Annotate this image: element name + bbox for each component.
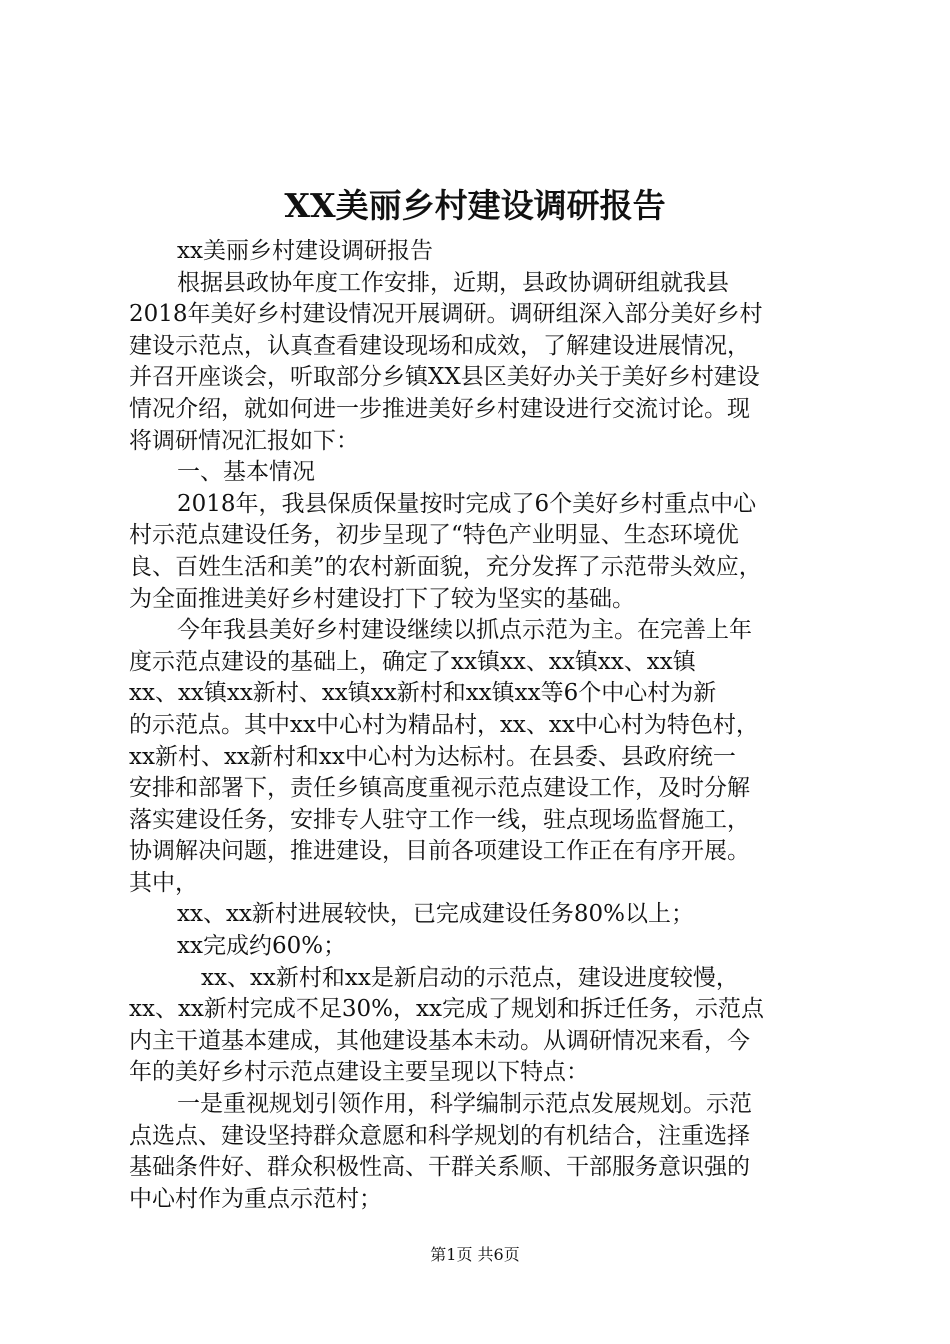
page-footer: 第1页 共6页 <box>430 1245 520 1264</box>
text-line: 中心村作为重点示范村； <box>129 1185 382 1212</box>
document-title: XX美丽乡村建设调研报告 <box>284 186 666 225</box>
text-line: 协调解决问题，推进建设，目前各项建设工作正在有序开展。 <box>129 838 750 865</box>
section-heading: 一、基本情况 <box>177 459 315 486</box>
text-line: 今年我县美好乡村建设继续以抓点示范为主。在完善上年 <box>177 617 752 644</box>
text-line: 2018年美好乡村建设情况开展调研。调研组深入部分美好乡村 <box>129 301 763 328</box>
text-line: xx、xx新村完成不足30%，xx完成了规划和拆迁任务，示范点 <box>129 996 764 1023</box>
document-body <box>129 236 829 1215</box>
text-line: 基础条件好、群众积极性高、干群关系顺、干部服务意识强的 <box>129 1154 750 1181</box>
text-line: 村示范点建设任务，初步呈现了“特色产业明显、生态环境优 <box>129 522 739 549</box>
text-line: 一是重视规划引领作用，科学编制示范点发展规划。示范 <box>177 1091 752 1118</box>
text-line: 2018年，我县保质保量按时完成了6个美好乡村重点中心 <box>177 490 757 517</box>
text-line: 良、百姓生活和美”的农村新面貌，充分发挥了示范带头效应， <box>129 553 762 580</box>
text-line: 情况介绍，就如何进一步推进美好乡村建设进行交流讨论。现 <box>129 395 750 422</box>
text-line: xx、xx新村进展较快，已完成建设任务80%以上； <box>177 901 695 928</box>
text-line: 并召开座谈会，听取部分乡镇XX县区美好办关于美好乡村建设 <box>129 364 760 391</box>
text-line: 建设示范点，认真查看建设现场和成效，了解建设进展情况， <box>129 332 750 359</box>
text-line: xx、xx镇xx新村、xx镇xx新村和xx镇xx等6个中心村为新 <box>129 680 717 707</box>
text-line: 年的美好乡村示范点建设主要呈现以下特点： <box>129 1059 589 1086</box>
text-line: 度示范点建设的基础上，确定了xx镇xx、xx镇xx、xx镇 <box>129 648 696 675</box>
text-line: 其中， <box>129 869 198 896</box>
text-line: 根据县政协年度工作安排，近期，县政协调研组就我县 <box>177 269 729 296</box>
text-line: 将调研情况汇报如下： <box>129 427 359 454</box>
text-line: xx完成约60%； <box>177 933 347 960</box>
text-line: 内主干道基本建成，其他建设基本未动。从调研情况来看，今 <box>129 1027 750 1054</box>
text-line: 安排和部署下，责任乡镇高度重视示范点建设工作，及时分解 <box>129 775 750 802</box>
text-line: 的示范点。其中xx中心村为精品村，xx、xx中心村为特色村， <box>129 711 759 738</box>
text-line: xx新村、xx新村和xx中心村为达标村。在县委、县政府统一 <box>129 743 736 770</box>
text-line: 为全面推进美好乡村建设打下了较为坚实的基础。 <box>129 585 635 612</box>
text-line: xx、xx新村和xx是新启动的示范点，建设进度较慢， <box>201 964 739 991</box>
text-line: 点选点、建设坚持群众意愿和科学规划的有机结合，注重选择 <box>129 1122 750 1149</box>
text-line: 落实建设任务，安排专人驻守工作一线，驻点现场监督施工， <box>129 806 750 833</box>
text-line: xx美丽乡村建设调研报告 <box>177 238 433 264</box>
